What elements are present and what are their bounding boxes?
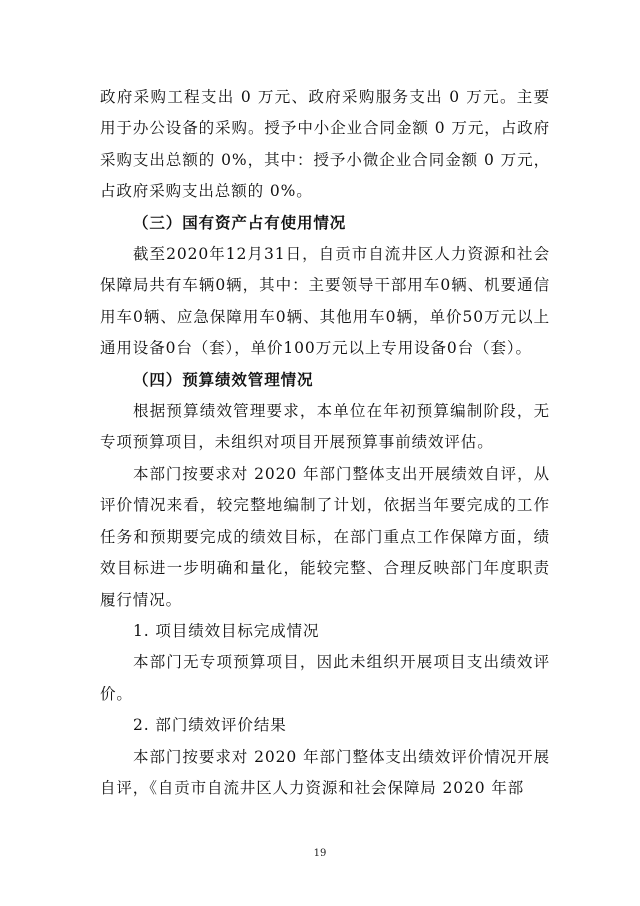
paragraph-budget-requirement: 根据预算绩效管理要求，本单位在年初预算编制阶段，无专项预算项目，未组织对项目开展预算事前绩效评估。	[100, 402, 550, 452]
paragraph-self-evaluation: 本部门按要求对 2020 年部门整体支出开展绩效自评，从评价情况来看，较完整地编制了计划，依据当年要完成的工作任务和预期要完成的绩效目标，在部门重点工作保障方面，绩效目标进一步明确和量化，能较完整、合理反映部门年度职责履行情况。	[100, 464, 550, 609]
subheading-evaluation-results: 2. 部门绩效评价结果	[133, 716, 287, 735]
section-heading-state-assets: （三）国有资产占有使用情况	[133, 213, 347, 232]
paragraph-no-special-projects: 本部门无专项预算项目，因此未组织开展项目支出绩效评价。	[100, 653, 550, 703]
paragraph-procurement: 政府采购工程支出 0 万元、政府采购服务支出 0 万元。主要用于办公设备的采购。授予中小企业合同金额 0 万元，占政府采购支出总额的 0%，其中：授予小微企业合同金额 0 万元，占政府采购支出总额的 0%。	[100, 88, 550, 201]
document-body	[100, 82, 550, 804]
subheading-project-goals: 1. 项目绩效目标完成情况	[133, 621, 320, 640]
paragraph-vehicles-assets: 截至2020年12月31日，自贡市自流井区人力资源和社会保障局共有车辆0辆，其中：主要领导干部用车0辆、机要通信用车0辆、应急保障用车0辆、其他用车0辆，单价50万元以上通用设备0台（套），单价100万元以上专用设备0台（套）。	[100, 245, 550, 358]
paragraph-evaluation-results: 本部门按要求对 2020 年部门整体支出绩效评价情况开展自评，《自贡市自流井区人力资源和社会保障局 2020 年部	[100, 747, 550, 797]
section-heading-performance: （四）预算绩效管理情况	[133, 370, 314, 389]
page-number: 19	[313, 848, 327, 859]
